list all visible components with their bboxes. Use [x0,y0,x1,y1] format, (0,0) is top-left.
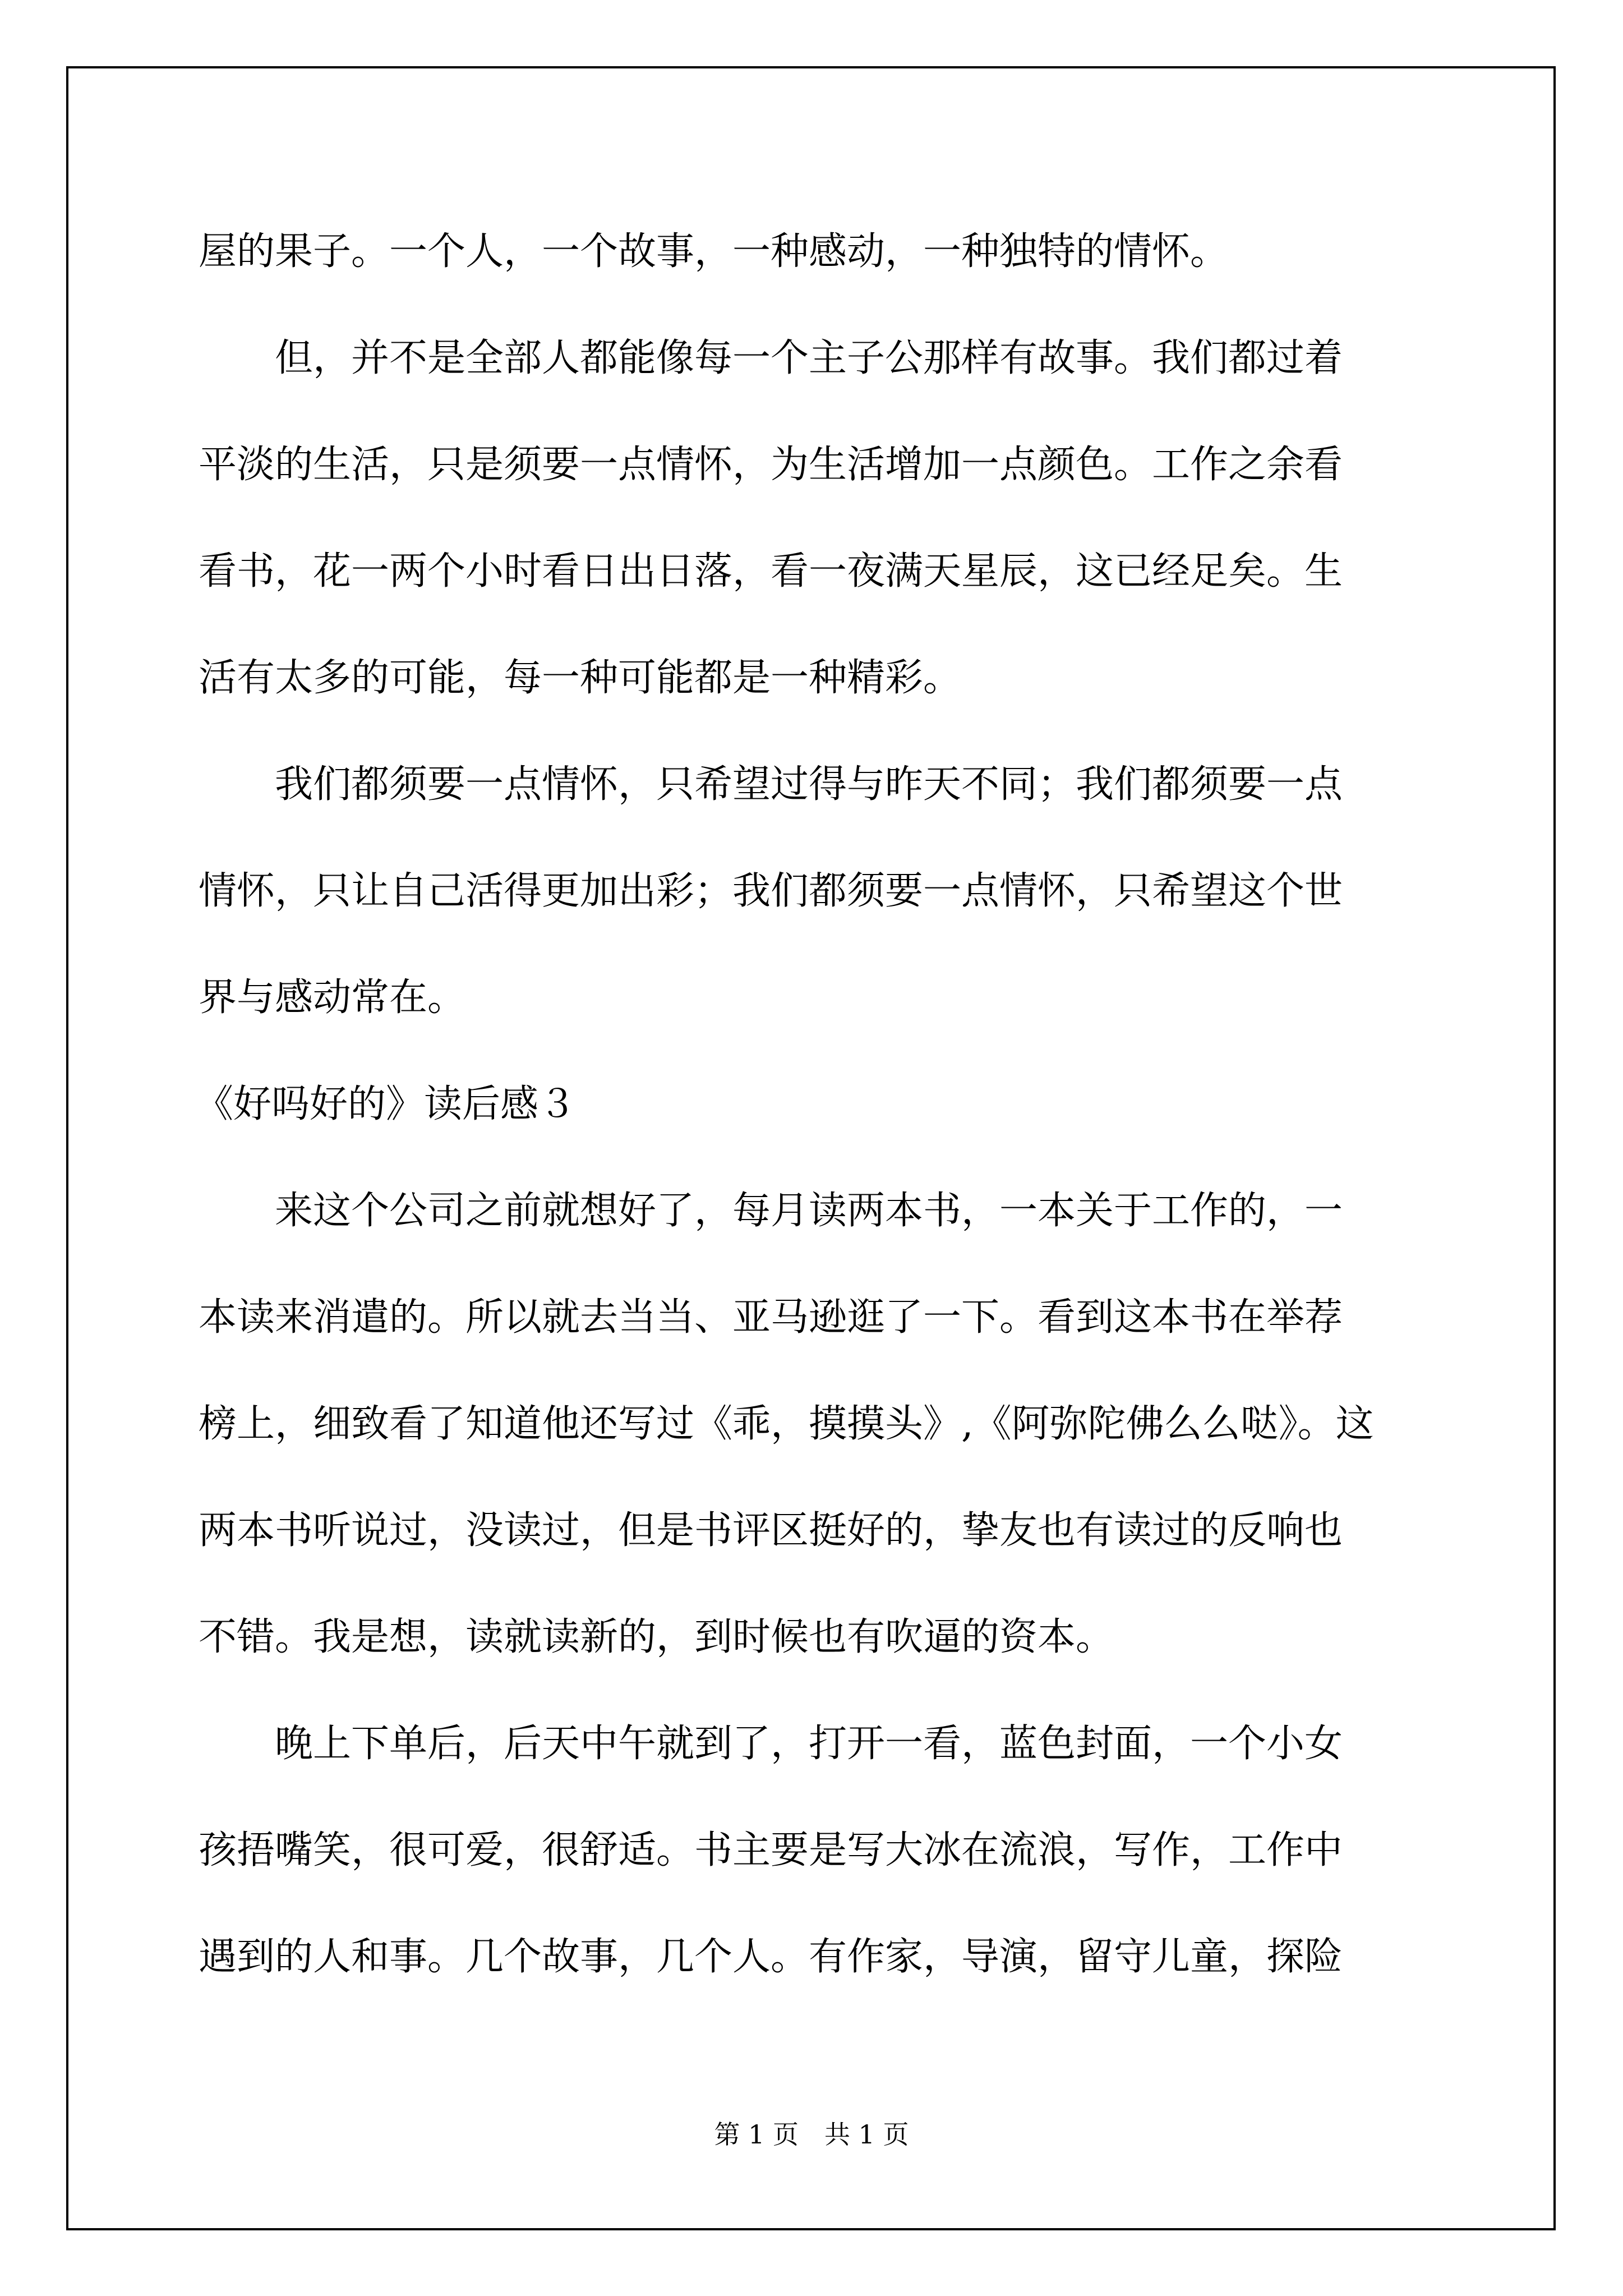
paragraph-line: 活有太多的可能，每一种可能都是一种精彩。 [199,656,962,700]
paragraph-line: 看书，花一两个小时看日出日落，看一夜满天星辰，这已经足矣。生 [199,549,1343,593]
paragraph-line: 不错。我是想，读就读新的，到时候也有吹逼的资本。 [199,1615,1114,1659]
paragraph-line: 平淡的生活，只是须要一点情怀，为生活增加一点颜色。工作之余看 [199,443,1343,487]
paragraph-line: 榜上，细致看了知道他还写过《乖，摸摸头》,《阿弥陀佛么么哒》。这 [199,1402,1374,1446]
paragraph-line: 遇到的人和事。几个故事，几个人。有作家，导演，留守儿童，探险 [199,1935,1343,1979]
paragraph-line: 但，并不是全部人都能像每一个主子公那样有故事。我们都过着 [199,336,1343,380]
paragraph-line: 来这个公司之前就想好了，每月读两本书，一本关于工作的，一 [199,1189,1343,1233]
paragraph-line: 界与感动常在。 [199,976,466,1020]
paragraph-line: 晚上下单后，后天中午就到了，打开一看，蓝色封面，一个小女 [199,1722,1343,1766]
paragraph-line: 我们都须要一点情怀，只希望过得与昨天不同；我们都须要一点 [199,762,1343,807]
paragraph-line: 两本书听说过，没读过，但是书评区挺好的，挚友也有读过的反响也 [199,1508,1343,1553]
paragraph-line: 情怀，只让自己活得更加出彩；我们都须要一点情怀，只希望这个世 [199,869,1343,913]
paragraph-line: 屋的果子。一个人，一个故事，一种感动，一种独特的情怀。 [199,229,1229,274]
page-footer: 第 1 页 共 1 页 [714,2119,909,2150]
paragraph-line: 孩捂嘴笑，很可爱，很舒适。书主要是写大冰在流浪，写作，工作中 [199,1828,1343,1872]
document-body [195,199,1422,2010]
paragraph-line: 本读来消遣的。所以就去当当、亚马逊逛了一下。看到这本书在举荐 [199,1295,1343,1340]
section-heading: 《好吗好的》读后感３ [195,1082,577,1126]
